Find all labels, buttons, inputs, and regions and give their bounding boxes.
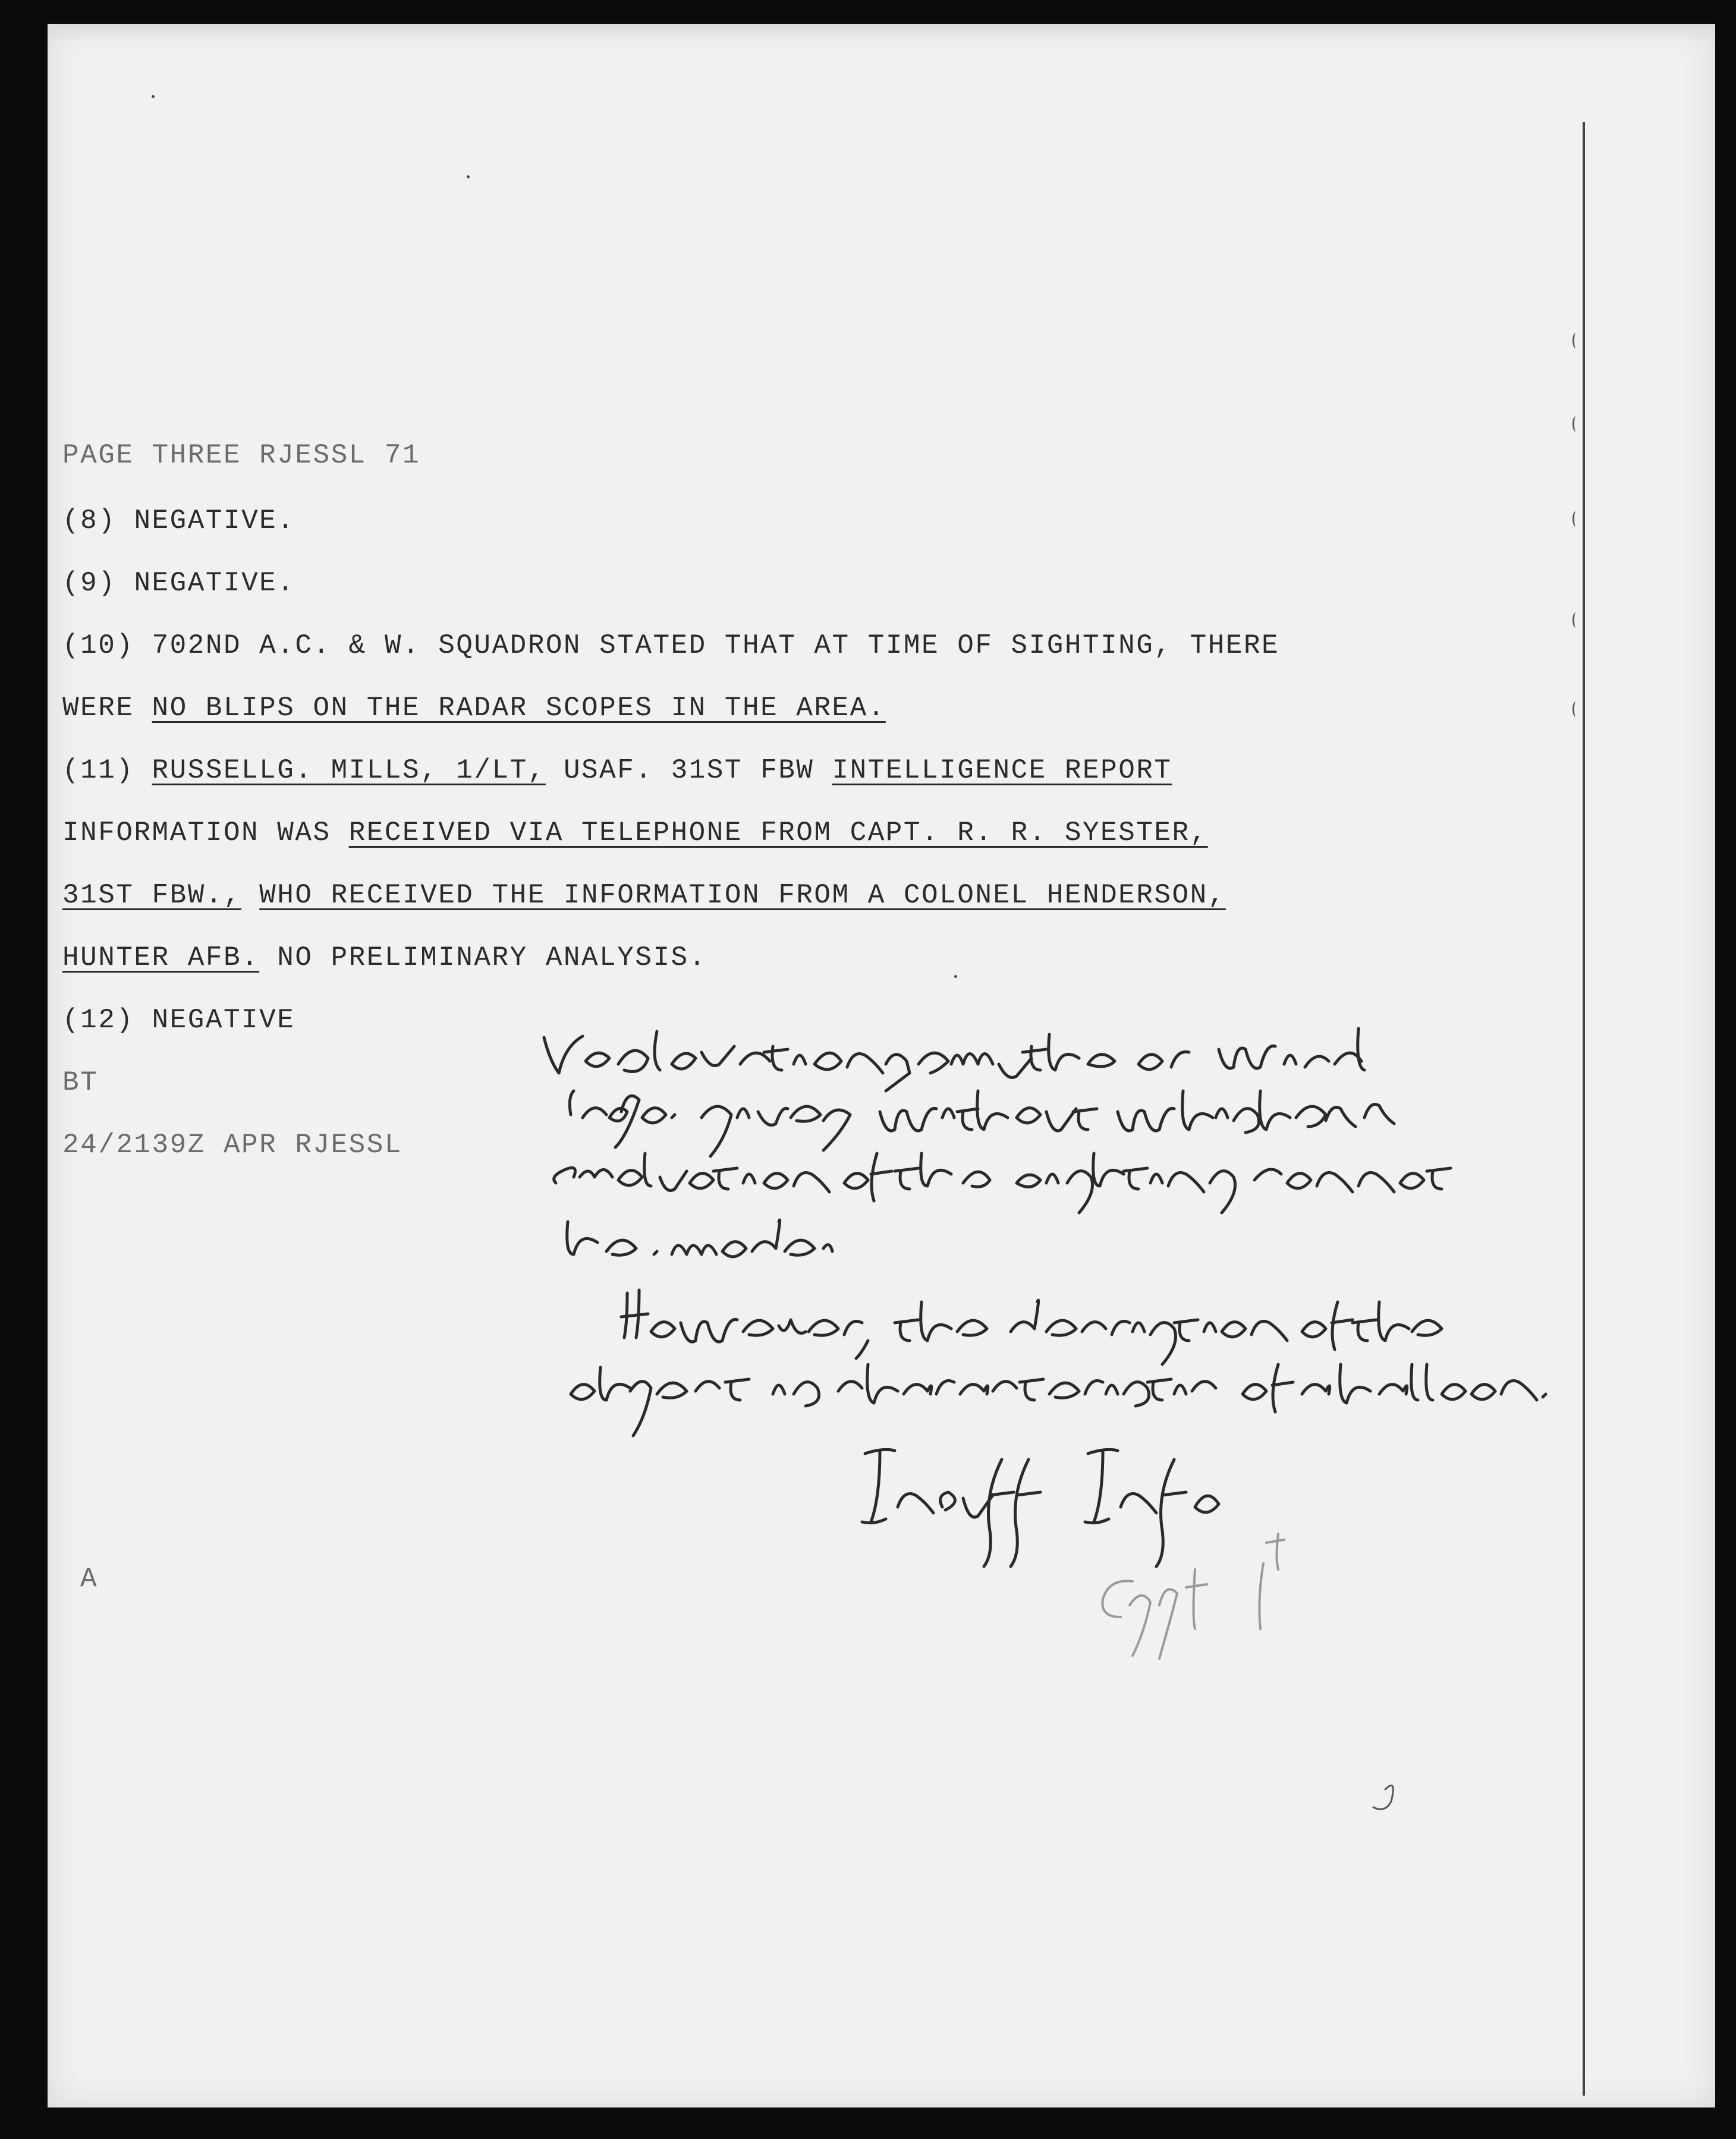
item-label: (10) [62, 630, 134, 661]
item-text: WERE [62, 693, 152, 724]
item-8 [62, 505, 295, 536]
dust-speck [467, 175, 470, 178]
underlined-text: RECEIVED VIA TELEPHONE FROM CAPT. R. R. SYESTER, [348, 817, 1208, 848]
item-text: INFORMATION WAS [62, 817, 349, 848]
item-10-line-2 [62, 693, 886, 724]
underlined-text: NO BLIPS ON THE RADAR SCOPES IN THE AREA. [152, 693, 886, 724]
underlined-text: INTELLIGENCE REPORT [832, 755, 1172, 786]
underlined-text: HUNTER AFB. [62, 942, 260, 973]
document-page [48, 24, 1715, 2107]
item-text: 702ND A.C. & W. SQUADRON STATED THAT AT TIME OF SIGHTING, THERE [152, 630, 1280, 661]
margin-mark: A [80, 1564, 99, 1594]
dust-speck [954, 975, 957, 978]
margin-tick [1573, 612, 1579, 628]
item-label: (8) [62, 505, 117, 536]
item-label: (9) [62, 568, 117, 599]
underlined-text: 31ST FBW., [62, 880, 242, 911]
margin-tick [1573, 333, 1579, 348]
underlined-text: WHO RECEIVED THE INFORMATION FROM A COLONEL HENDERSON, [259, 880, 1226, 911]
item-10-line-1 [62, 630, 1279, 661]
break-marker: BT [62, 1067, 99, 1098]
item-text: USAF. 31ST FBW [545, 755, 832, 786]
vertical-rule [1583, 122, 1585, 2096]
item-11-line-2 [62, 817, 1208, 848]
item-text: NEGATIVE. [134, 568, 295, 599]
underlined-text: RUSSELLG. MILLS, 1/LT, [152, 755, 546, 786]
item-text [241, 880, 259, 911]
item-text: NEGATIVE. [134, 505, 295, 536]
margin-tick [1573, 416, 1579, 432]
item-12 [62, 1005, 295, 1036]
item-label: (11) [62, 755, 134, 786]
item-text: NEGATIVE [152, 1005, 295, 1036]
dust-speck [152, 95, 155, 98]
item-text: NO PRELIMINARY ANALYSIS. [259, 942, 707, 973]
page-header: PAGE THREE RJESSL 71 [62, 440, 421, 471]
item-label: (12) [62, 1005, 134, 1036]
margin-tick [1573, 511, 1579, 527]
item-11-line-3 [62, 880, 1226, 911]
item-9 [62, 568, 295, 599]
item-11-line-1 [62, 755, 1172, 786]
item-11-line-4 [62, 942, 707, 973]
margin-tick [1573, 702, 1579, 717]
date-time-group: 24/2139Z APR RJESSL [62, 1130, 402, 1160]
